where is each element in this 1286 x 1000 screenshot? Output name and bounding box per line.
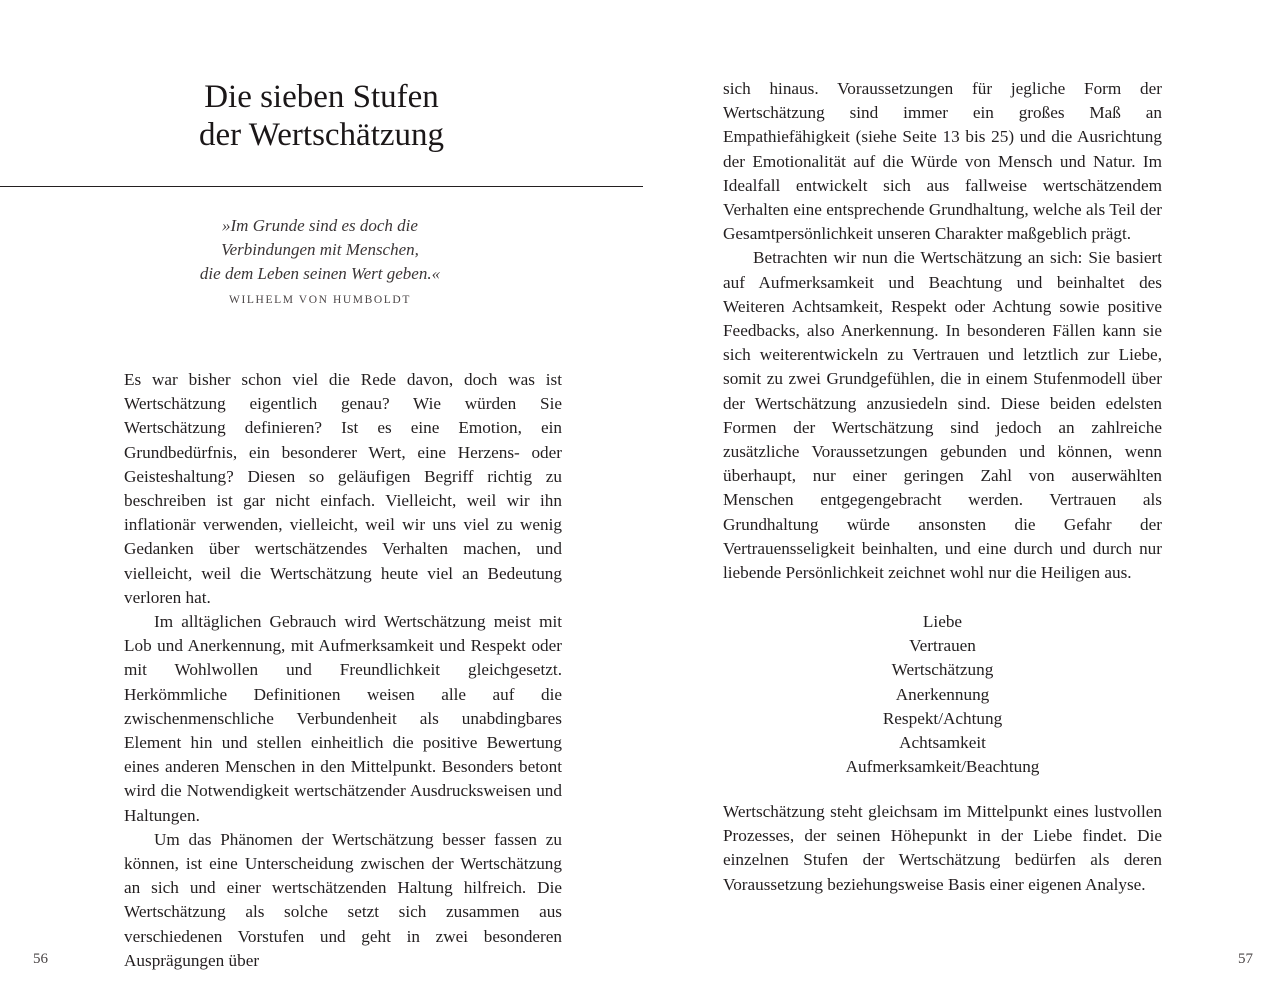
paragraph: Betrachten wir nun die Wertschätzung an sich: Sie basiert auf Aufmerksamkeit und Beachtung und beinhaltet des Weiteren Achtsamkeit, Respekt oder Achtung sowie positive Feedbacks, also Anerkennung. In besonderen Fällen kann sie sich weiterentwickeln zu Vertrauen und letztlich zur Liebe, somit zu zwei Grundgefühlen, die in einem Stufenmodell über der Wertschätzung anzusiedeln sind. Diese beiden edelsten Formen der Wertschätzung sind jedoch an zahlreiche zusätzliche Voraussetzungen gebunden und können, wenn überhaupt, nur einer geringen Zahl von auserwählten Menschen entgegengebracht werden. Vertrauen als Grundhaltung würde ansonsten die Gefahr der Vertrauensseligkeit beinhalten, und eine durch und durch nur liebende Persönlichkeit zeichnet wohl nur die Heiligen aus. xyxy=(723,248,1162,583)
paragraph: Wertschätzung steht gleichsam im Mittelpunkt eines lustvollen Prozesses, der seinen Höhepunkt in der Liebe findet. Die einzelnen Stufen der Wertschätzung bedürfen als deren Voraussetzung beziehungsweise Basis einer eigenen Analyse. xyxy=(723,802,1162,894)
stage-item: Aufmerksamkeit/Beachtung xyxy=(845,757,1040,777)
stage-item: Respekt/Achtung xyxy=(882,708,1003,728)
stage-item: Achtsamkeit xyxy=(899,733,986,753)
page-number-left: 56 xyxy=(33,951,48,967)
chapter-title-line-1: Die sieben Stufen xyxy=(204,79,439,115)
stage-item: Vertrauen xyxy=(909,636,976,656)
paragraph: Es war bisher schon viel die Rede davon, doch was ist Wertschätzung eigentlich genau? Wie würden Sie Wertschätzung definieren? Ist es eine Emotion, ein Grundbedürfnis, ein besonderer Wert, eine Herzens- oder Geisteshaltung? Diesen so geläufigen Begriff richtig zu beschreiben ist gar nicht einfach. Vielleicht, weil wir ihn inflationär verwenden, vielleicht, weil wir uns viel zu wenig Gedanken über wertschätzendes Verhalten machen, und vielleicht, weil die Wertschätzung heute viel an Bedeutung verloren hat. xyxy=(124,370,562,607)
paragraph: Um das Phänomen der Wertschätzung besser fassen zu können, ist eine Unterscheidung zwischen der Wertschätzung an sich und einer wertschätzenden Haltung hilfreich. Die Wertschätzung als solche setzt sich zusammen aus verschiedenen Vorstufen und geht in zwei besonderen Ausprägungen über xyxy=(124,829,562,970)
stage-item: Wertschätzung xyxy=(891,660,994,680)
chapter-title xyxy=(0,78,643,154)
epigraph-author: WILHELM VON HUMBOLDT xyxy=(229,294,411,306)
epigraph-line-2: Verbindungen mit Menschen, xyxy=(221,240,419,259)
right-body-text xyxy=(723,77,1162,585)
chapter-title-line-2: der Wertschätzung xyxy=(198,117,445,153)
page-number-right: 57 xyxy=(1238,951,1253,967)
stage-item: Anerkennung xyxy=(895,684,990,704)
stages-list xyxy=(723,610,1162,779)
right-page xyxy=(643,0,1286,1000)
title-divider xyxy=(0,186,643,187)
paragraph: Im alltäglichen Gebrauch wird Wertschätzung meist mit Lob und Anerkennung, mit Aufmerksamkeit und Respekt oder mit Wohlwollen und Freundlichkeit gleichgesetzt. Herkömmliche Definitionen weisen alle auf die zwischenmenschliche Verbundenheit als unabdingbares Element hin und stellen einheitlich die positive Bewertung eines anderen Menschen in den Mittelpunkt. Besonders betont wird die Notwendigkeit wertschätzender Ausdrucksweisen und Haltungen. xyxy=(124,612,562,825)
epigraph-line-3: die dem Leben seinen Wert geben.« xyxy=(199,264,441,283)
epigraph xyxy=(160,214,480,312)
epigraph-line-1: »Im Grunde sind es doch die xyxy=(222,216,418,235)
right-body-text-bottom xyxy=(723,800,1162,897)
paragraph: sich hinaus. Voraussetzungen für jegliche Form der Wertschätzung sind immer ein großes Maß an Empathiefähigkeit (siehe Seite 13 bis 25) und die Ausrichtung der Emotionalität auf die Würde von Mensch und Natur. Im Idealfall entwickelt sich aus fallweise wertschätzendem Verhalten eine entsprechende Grundhaltung, welche als Teil der Gesamtpersönlichkeit unseren Charakter maßgeblich prägt. xyxy=(723,79,1162,244)
left-body-text xyxy=(124,368,562,973)
stage-item: Liebe xyxy=(922,612,963,631)
